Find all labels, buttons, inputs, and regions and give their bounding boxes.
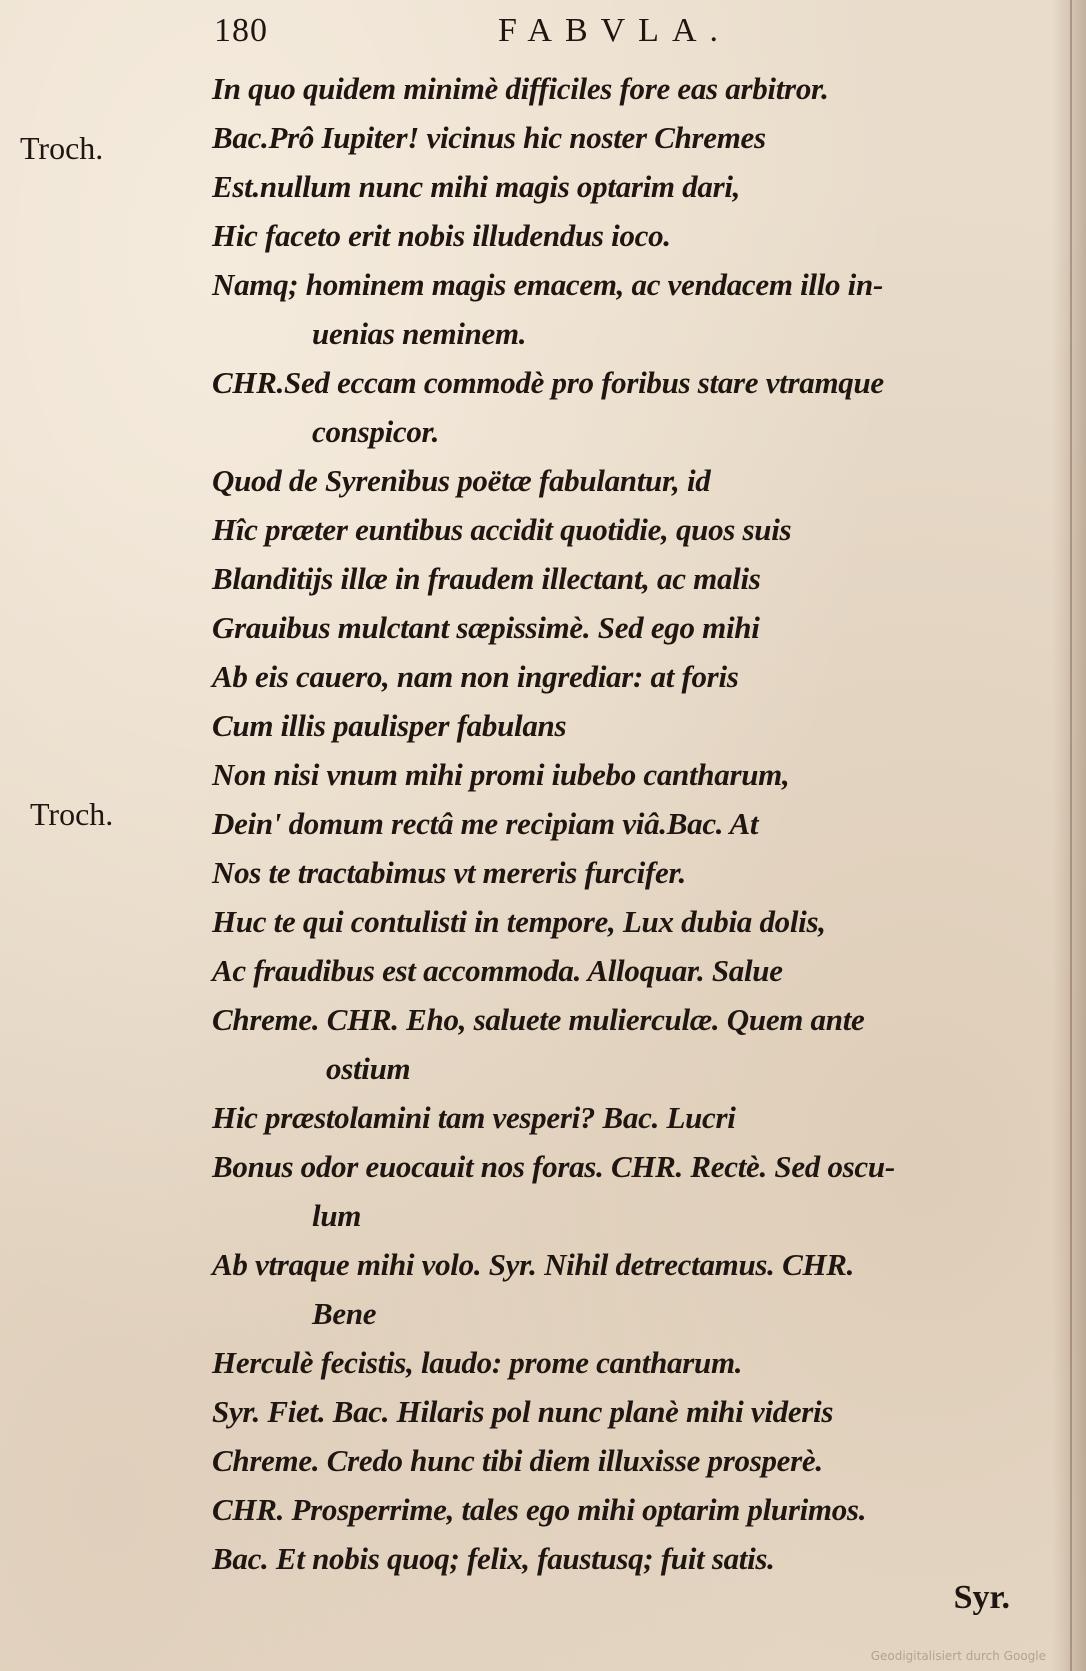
text-line: Bac. Et nobis quoq; felix, faustusq; fuit satis. xyxy=(212,1541,775,1576)
text-line: Ab vtraque mihi volo. Syr. Nihil detrectamus. CHR. xyxy=(212,1247,855,1282)
text-line-continuation: Bene xyxy=(312,1296,377,1331)
text-line: Cum illis paulisper fabulans xyxy=(212,708,567,743)
text-line: Syr. Fiet. Bac. Hilaris pol nunc planè mihi videris xyxy=(212,1394,834,1429)
text-line: CHR. Prosperrime, tales ego mihi optarim plurimos. xyxy=(212,1492,867,1527)
text-line: Bac.Prô Iupiter! vicinus hic noster Chremes xyxy=(212,120,766,155)
text-line: Chreme. Credo hunc tibi diem illuxisse prosperè. xyxy=(212,1443,823,1478)
text-line: Hîc præter euntibus accidit quotidie, quos suis xyxy=(212,512,792,547)
text-line: Quod de Syrenibus poëtæ fabulantur, id xyxy=(212,463,711,498)
text-line-continuation: conspicor. xyxy=(312,414,440,449)
text-line: Grauibus mulctant sæpissimè. Sed ego mihi xyxy=(212,610,760,645)
text-line: Nos te tractabimus vt mereris furcifer. xyxy=(212,855,686,890)
text-line: Huc te qui contulisti in tempore, Lux dubia dolis, xyxy=(212,904,826,939)
digitization-watermark: Geodigitalisiert durch Google xyxy=(870,1649,1046,1663)
page-header xyxy=(214,6,794,56)
page-edge-line xyxy=(1070,0,1072,1671)
text-line-continuation: uenias neminem. xyxy=(312,316,527,351)
margin-note-troch-1: Troch. xyxy=(20,130,104,166)
text-line: Ab eis cauero, nam non ingrediar: at foris xyxy=(212,659,739,694)
running-title: FABVLA. xyxy=(498,12,731,49)
text-line-continuation: lum xyxy=(312,1198,362,1233)
text-line: Ac fraudibus est accommoda. Alloquar. Salue xyxy=(212,953,783,988)
text-line: Dein' domum rectâ me recipiam viâ.Bac. At xyxy=(212,806,759,841)
catchword: Syr. xyxy=(953,1579,1010,1616)
text-line: Hic faceto erit nobis illudendus ioco. xyxy=(212,218,671,253)
page-number: 180 xyxy=(214,12,268,49)
text-line: Blanditijs illæ in fraudem illectant, ac malis xyxy=(212,561,761,596)
text-line: Hic præstolamini tam vesperi? Bac. Lucri xyxy=(212,1100,736,1135)
page-edge-shadow xyxy=(1052,0,1086,1671)
text-line-continuation: ostium xyxy=(326,1051,411,1086)
text-line: In quo quidem minimè difficiles fore eas arbitror. xyxy=(212,71,829,106)
text-line: Chreme. CHR. Eho, saluete mulierculæ. Quem ante xyxy=(212,1002,865,1037)
text-line: CHR.Sed eccam commodè pro foribus stare vtramque xyxy=(212,365,884,400)
margin-note-troch-2: Troch. xyxy=(30,796,114,832)
text-line: Non nisi vnum mihi promi iubebo cantharum, xyxy=(212,757,790,792)
text-line: Bonus odor euocauit nos foras. CHR. Rectè. Sed oscu- xyxy=(212,1149,895,1184)
text-line: Est.nullum nunc mihi magis optarim dari, xyxy=(212,169,741,204)
verse-text xyxy=(212,64,1042,1583)
text-line: Herculè fecistis, laudo: prome cantharum. xyxy=(212,1345,743,1380)
text-line: Namq; hominem magis emacem, ac vendacem illo in- xyxy=(212,267,883,302)
